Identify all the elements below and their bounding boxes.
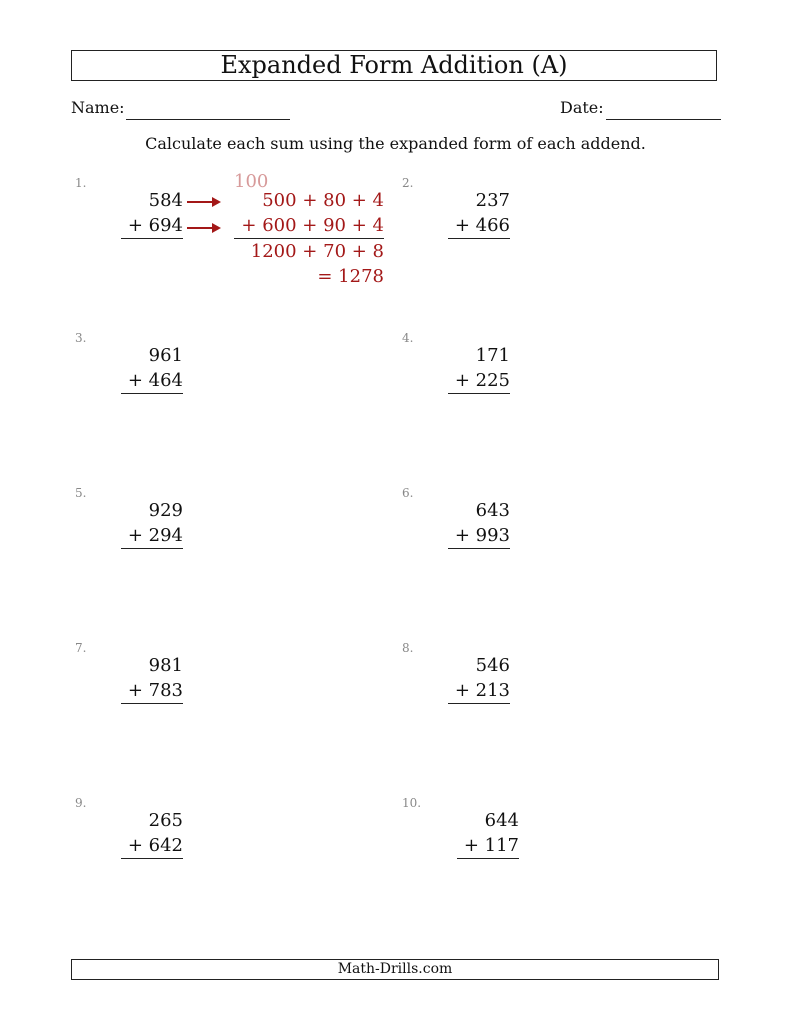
- problem-9: [121, 808, 183, 859]
- instructions: Calculate each sum using the expanded form of each addend.: [145, 134, 646, 153]
- addend-top: 546: [475, 655, 510, 676]
- final-answer: = 1278: [317, 266, 384, 287]
- addend-bottom: + 642: [121, 833, 183, 859]
- problem-number: 1.: [75, 176, 87, 190]
- addend-bottom: + 117: [457, 833, 519, 859]
- problem-3: [121, 343, 183, 394]
- problem-1: [121, 188, 183, 239]
- problem-number: 4.: [402, 331, 414, 345]
- addend-top: 929: [148, 500, 183, 521]
- addend-top: 644: [484, 810, 519, 831]
- addend-top: 584: [148, 190, 183, 211]
- addend-bottom: + 294: [121, 523, 183, 549]
- addend-top: 237: [475, 190, 510, 211]
- problem-number: 9.: [75, 796, 87, 810]
- expanded-line-1: 500 + 80 + 4: [262, 190, 384, 211]
- problem-number: 6.: [402, 486, 414, 500]
- addend-bottom: + 783: [121, 678, 183, 704]
- addend-top: 961: [148, 345, 183, 366]
- arrow-right-icon: [186, 222, 222, 234]
- expanded-work: [234, 188, 384, 289]
- date-field[interactable]: [606, 119, 721, 120]
- problem-4: [448, 343, 510, 394]
- problem-number: 2.: [402, 176, 414, 190]
- problem-number: 7.: [75, 641, 87, 655]
- problem-2: [448, 188, 510, 239]
- name-label: Name:: [71, 98, 125, 117]
- expanded-sum: 1200 + 70 + 8: [250, 241, 384, 262]
- expanded-line-2: + 600 + 90 + 4: [234, 213, 384, 239]
- addend-top: 171: [475, 345, 510, 366]
- addend-top: 643: [475, 500, 510, 521]
- problem-number: 3.: [75, 331, 87, 345]
- addend-bottom: + 225: [448, 368, 510, 394]
- problem-8: [448, 653, 510, 704]
- addend-bottom: + 213: [448, 678, 510, 704]
- worksheet-title: Expanded Form Addition (A): [71, 50, 717, 81]
- footer-credit: Math-Drills.com: [71, 959, 719, 980]
- problem-6: [448, 498, 510, 549]
- addend-top: 981: [148, 655, 183, 676]
- name-field[interactable]: [126, 119, 290, 120]
- problem-7: [121, 653, 183, 704]
- arrow-right-icon: [186, 196, 222, 208]
- problem-5: [121, 498, 183, 549]
- problem-number: 8.: [402, 641, 414, 655]
- addend-bottom: + 694: [121, 213, 183, 239]
- date-label: Date:: [560, 98, 604, 117]
- problem-10: [457, 808, 519, 859]
- addend-bottom: + 466: [448, 213, 510, 239]
- problem-number: 5.: [75, 486, 87, 500]
- addend-bottom: + 464: [121, 368, 183, 394]
- problem-number: 10.: [402, 796, 422, 810]
- addend-bottom: + 993: [448, 523, 510, 549]
- carry-value: 100: [234, 171, 269, 192]
- addend-top: 265: [148, 810, 183, 831]
